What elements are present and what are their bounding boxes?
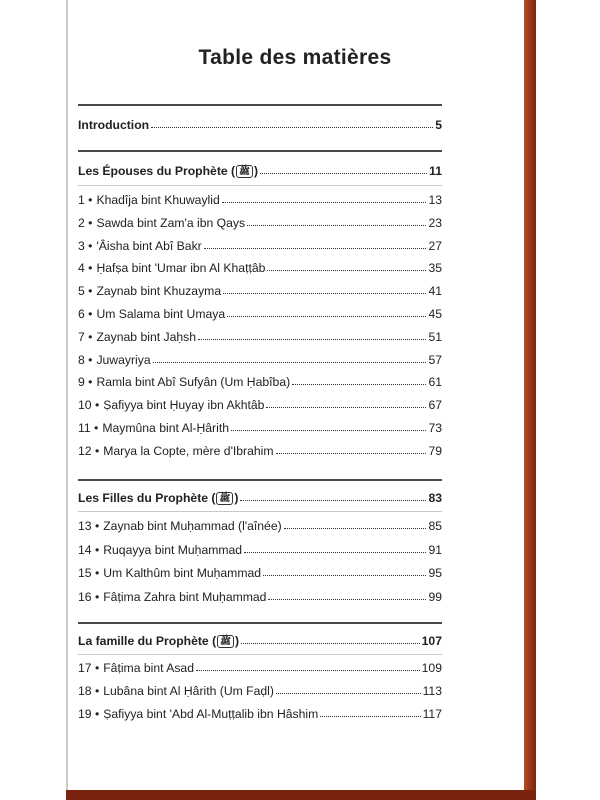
toc-entry-page: 85 (428, 519, 442, 533)
toc-entry-row (78, 515, 442, 533)
leader-dots (247, 225, 426, 226)
toc-intro-label: Introduction (78, 118, 150, 132)
leader-dots (292, 384, 426, 385)
toc-entry-label: Um Kalthûm bint Muḥammad (103, 566, 262, 580)
toc-entry-number: 4 • (78, 261, 93, 276)
divider (78, 622, 442, 624)
toc-intro-row (78, 114, 442, 132)
leader-dots (241, 643, 420, 644)
toc-entry-number: 16 • (78, 589, 100, 604)
toc-entry-page: 91 (428, 542, 442, 557)
leader-dots (260, 173, 427, 174)
toc-entry-number: 9 • (78, 375, 93, 390)
toc-entry-row (78, 657, 442, 675)
leader-dots (204, 248, 427, 249)
toc-entry-label: Maymûna bint Al-Ḥârith (102, 421, 229, 435)
leader-dots (227, 316, 426, 317)
toc-entry-number: 14 • (78, 542, 100, 557)
toc-entry-number: 12 • (78, 443, 100, 458)
toc-entry-label: Sawda bint Zam'a ibn Qays (96, 215, 246, 230)
seal-icon: ﷺ (216, 492, 233, 505)
toc-section-row (78, 487, 442, 505)
leader-dots (276, 453, 427, 454)
leader-dots (196, 670, 420, 671)
toc-section-page: 11 (429, 164, 442, 178)
toc-entry-number: 2 • (78, 215, 93, 230)
leader-dots (151, 127, 433, 128)
toc-entry-label: 'Âisha bint Abî Bakr (96, 238, 202, 253)
toc-entry-page: 35 (428, 261, 442, 276)
leader-dots (263, 575, 426, 576)
toc-entry-number: 15 • (78, 566, 100, 580)
leader-dots (198, 339, 426, 340)
toc-entry-page: 79 (428, 443, 442, 458)
toc-entry-number: 17 • (78, 661, 100, 675)
toc-entry-number: 11 • (78, 421, 99, 435)
toc-section-label: La famille du Prophète ( ﷺ ) (78, 634, 240, 648)
toc-entry-page: 117 (422, 707, 442, 721)
toc-entry-row (78, 680, 442, 698)
toc-entry-number: 8 • (78, 352, 93, 367)
toc-entry-page: 57 (428, 352, 442, 367)
page-title: Table des matières (198, 46, 392, 69)
divider (78, 104, 442, 106)
toc-entry-row (78, 280, 442, 298)
toc-entry-label: Fâṭima bint Asad (103, 661, 194, 675)
toc-section-page: 107 (421, 634, 442, 648)
toc-entry-label: Zaynab bint Jaḥsh (96, 329, 197, 344)
divider (78, 150, 442, 152)
toc-entry-page: 95 (428, 566, 442, 580)
toc-entry-row (78, 394, 442, 412)
leader-dots (268, 599, 426, 600)
toc-entry-row (78, 440, 442, 458)
toc-entry-row (78, 562, 442, 580)
toc-entry-row (78, 349, 442, 367)
book-bottom-edge (66, 790, 536, 800)
toc-entry-row (78, 189, 442, 207)
toc-entry-number: 5 • (78, 284, 93, 299)
toc-entry-row (78, 539, 442, 557)
leader-dots (223, 293, 426, 294)
leader-dots (267, 270, 426, 271)
toc-entry-page: 99 (428, 589, 442, 604)
leader-dots (153, 362, 427, 363)
divider (78, 185, 442, 186)
toc-entry-row (78, 212, 442, 230)
toc-entry-label: Juwayriya (96, 352, 151, 367)
leader-dots (266, 407, 426, 408)
toc-entry-label: Lubâna bint Al Ḥârith (Um Faḍl) (103, 684, 274, 698)
toc-entry-page: 113 (422, 684, 442, 698)
toc-entry-label: Ruqayya bint Muḥammad (103, 542, 243, 557)
toc-entry-label: Marya la Copte, mère d'Ibrahim (103, 443, 274, 458)
divider (78, 654, 442, 655)
toc-entry-number: 6 • (78, 307, 93, 321)
toc-entry-row (78, 586, 442, 604)
toc-section-row (78, 630, 442, 648)
divider (78, 511, 442, 512)
toc-entry-number: 1 • (78, 193, 93, 207)
toc-entry-label: Fâṭima Zahra bint Muḥammad (103, 589, 267, 604)
toc-entry-page: 13 (428, 193, 442, 207)
toc-entry-row (78, 703, 442, 721)
leader-dots (284, 528, 427, 529)
leader-dots (222, 202, 427, 203)
toc-entry-label: Ṣafiyya bint Ḥuyay ibn Akhtâb (103, 398, 265, 413)
toc-entry-page: 27 (428, 238, 442, 253)
seal-icon: ﷺ (217, 635, 234, 648)
toc-entry-row (78, 326, 442, 344)
toc-entry-label: Zaynab bint Muḥammad (l'aînée) (103, 519, 282, 533)
leader-dots (276, 693, 421, 694)
toc-entry-page: 109 (421, 661, 442, 675)
toc-section-page: 83 (428, 491, 442, 505)
toc-entry-number: 7 • (78, 329, 93, 344)
toc-entry-page: 73 (428, 421, 442, 435)
leader-dots (240, 500, 426, 501)
toc-entry-number: 19 • (78, 707, 100, 721)
toc-entry-label: Ṣafiyya bint 'Abd Al-Muṭṭalib ibn Hâshim (103, 707, 319, 721)
toc-entry-label: Zaynab bint Khuzayma (96, 284, 222, 299)
divider (78, 479, 442, 481)
toc-entry-page: 51 (428, 329, 442, 344)
toc-entry-page: 23 (428, 215, 442, 230)
toc-entry-label: Um Salama bint Umaya (96, 307, 226, 321)
toc-entry-row (78, 371, 442, 389)
toc-entry-row (78, 417, 442, 435)
toc-section-label: Les Épouses du Prophète ( ﷺ ) (78, 164, 259, 178)
seal-icon: ﷺ (236, 165, 253, 178)
leader-dots (320, 716, 420, 717)
leader-dots (231, 430, 426, 431)
toc-entry-page: 45 (428, 307, 442, 321)
toc-entry-number: 13 • (78, 519, 100, 533)
toc-entry-number: 3 • (78, 238, 93, 253)
toc-intro-page: 5 (435, 118, 442, 132)
toc-entry-page: 67 (428, 398, 442, 413)
toc-entry-number: 18 • (78, 684, 100, 698)
leader-dots (244, 552, 426, 553)
toc-section-row (78, 160, 442, 178)
toc-entry-label: Ḥafṣa bint 'Umar ibn Al Khaṭṭâb (96, 261, 266, 276)
toc-entry-label: Khadîja bint Khuwaylid (96, 193, 220, 207)
toc-entry-row (78, 303, 442, 321)
book-spine-edge (524, 0, 536, 800)
toc-entry-label: Ramla bint Abî Sufyân (Um Ḥabîba) (96, 375, 291, 390)
toc-section-label: Les Filles du Prophète ( ﷺ ) (78, 491, 239, 505)
toc-entry-number: 10 • (78, 398, 100, 413)
toc-entry-page: 61 (428, 375, 442, 390)
toc-entry-row (78, 257, 442, 275)
toc-entry-page: 41 (428, 284, 442, 299)
toc-entry-row (78, 235, 442, 253)
